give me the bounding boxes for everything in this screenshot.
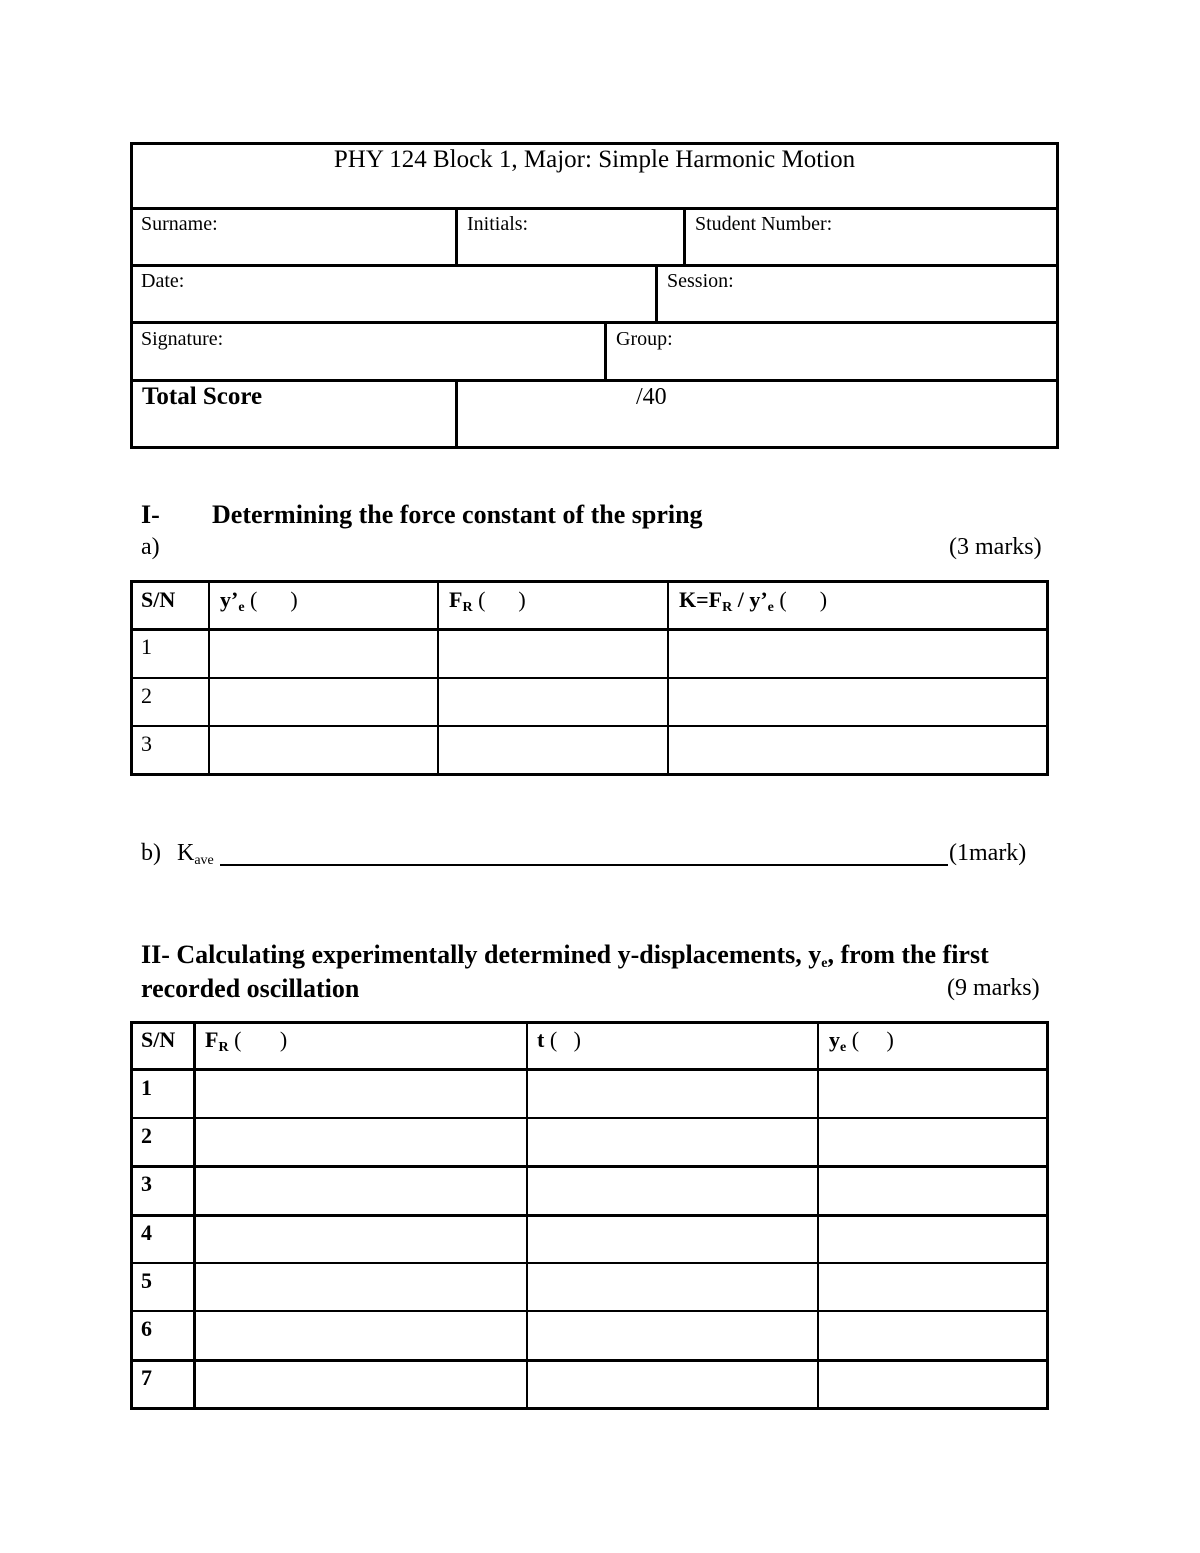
t1-header-ye-sub: e — [238, 600, 245, 615]
table-col-divider — [193, 1021, 196, 1410]
t2-header-fr — [205, 1027, 287, 1056]
table-row-divider — [130, 1117, 1049, 1119]
t2-row-6: 6 — [141, 1316, 152, 1341]
table-col-divider — [208, 580, 210, 776]
signature-field[interactable]: Signature: — [141, 328, 224, 350]
table-row-divider — [130, 1214, 1049, 1217]
table-row-divider — [130, 677, 1049, 679]
t1-header-ye-unit: ( ) — [250, 587, 298, 612]
t1-header-k-pre: K=F — [679, 587, 723, 612]
header-divider — [655, 264, 658, 324]
k-ave-symbol: K — [177, 840, 195, 866]
t2-row-5: 5 — [141, 1268, 152, 1293]
t1-header-fr — [449, 587, 526, 616]
t2-header-t-unit: ( ) — [549, 1027, 581, 1052]
section-1-number: I- — [141, 500, 160, 529]
table-row-divider — [130, 1310, 1049, 1312]
table-col-divider — [817, 1021, 819, 1410]
section-2-title-pre: II- Calculating experimentally determined y-displacements, y — [141, 940, 822, 969]
k-ave-sub: ave — [194, 853, 214, 868]
table-col-divider — [526, 1021, 528, 1410]
t2-header-sn: S/N — [141, 1027, 176, 1052]
t1-header-k-sub2: e — [767, 600, 774, 615]
header-divider — [130, 264, 1059, 267]
part-b-marks: (1mark) — [949, 840, 1027, 866]
t1-header-fr-symbol: F — [449, 587, 463, 612]
t1-row-3: 3 — [141, 731, 152, 756]
t1-header-ye-symbol: y’ — [220, 587, 239, 612]
t2-header-t-symbol: t — [537, 1027, 545, 1052]
table-row-divider — [130, 1165, 1049, 1168]
part-b-label: b) — [141, 840, 161, 866]
t2-row-1: 1 — [141, 1075, 152, 1100]
t2-header-fr-sub: R — [218, 1040, 229, 1055]
section-1-title: Determining the force constant of the spring — [212, 500, 703, 529]
t1-header-sn: S/N — [141, 587, 176, 612]
part-a-marks: (3 marks) — [949, 534, 1042, 560]
t1-header-ye — [220, 587, 298, 616]
table-row-divider — [130, 1068, 1049, 1071]
k-ave-answer-line[interactable] — [220, 864, 948, 866]
header-divider — [130, 321, 1059, 324]
header-table — [130, 142, 1059, 449]
t1-header-fr-unit: ( ) — [478, 587, 526, 612]
t2-header-ye-sub: e — [840, 1040, 847, 1055]
table-row-divider — [130, 1262, 1049, 1264]
t1-header-k-unit: ( ) — [779, 587, 828, 612]
initials-field[interactable]: Initials: — [467, 213, 529, 235]
t2-header-ye-symbol: y — [829, 1027, 840, 1052]
t2-header-t — [537, 1027, 581, 1053]
surname-field[interactable]: Surname: — [141, 213, 218, 235]
t2-row-3: 3 — [141, 1171, 152, 1196]
header-divider — [455, 207, 458, 267]
total-score-label: Total Score — [142, 383, 263, 410]
section-2-title-post: , from the first — [827, 940, 989, 969]
form-title: PHY 124 Block 1, Major: Simple Harmonic Motion — [333, 146, 856, 173]
table-col-divider — [437, 580, 439, 776]
session-field[interactable]: Session: — [667, 270, 734, 292]
section-2-title-line2: recorded oscillation — [141, 974, 360, 1003]
t1-header-fr-sub: R — [462, 600, 473, 615]
section-2-title-line1 — [141, 940, 989, 972]
table-row-divider — [130, 725, 1049, 727]
k-ave-label — [177, 840, 214, 869]
section-2-title-sub: e — [821, 956, 828, 971]
t2-header-ye — [829, 1027, 894, 1056]
t2-header-fr-symbol: F — [205, 1027, 219, 1052]
student-number-field[interactable]: Student Number: — [695, 213, 833, 235]
group-field[interactable]: Group: — [616, 328, 673, 350]
t1-header-k-mid: / y’ — [737, 587, 768, 612]
t2-header-ye-unit: ( ) — [851, 1027, 894, 1052]
t1-header-k — [679, 587, 827, 616]
t1-row-1: 1 — [141, 634, 152, 659]
t2-row-4: 4 — [141, 1220, 152, 1245]
header-divider — [683, 207, 686, 267]
table-row-divider — [130, 628, 1049, 631]
t2-row-2: 2 — [141, 1123, 152, 1148]
total-score-value[interactable]: /40 — [636, 384, 667, 410]
section-2-marks: (9 marks) — [947, 975, 1040, 1001]
date-field[interactable]: Date: — [141, 270, 185, 292]
header-divider — [130, 379, 1059, 382]
table-row-divider — [130, 1359, 1049, 1362]
header-divider — [604, 321, 607, 381]
header-divider — [455, 379, 458, 449]
t1-header-k-sub1: R — [722, 600, 733, 615]
t2-header-fr-unit: ( ) — [234, 1027, 288, 1052]
header-divider — [130, 207, 1059, 210]
t1-row-2: 2 — [141, 683, 152, 708]
part-a-label: a) — [141, 534, 160, 560]
table-col-divider — [667, 580, 669, 776]
t2-row-7: 7 — [141, 1365, 152, 1390]
